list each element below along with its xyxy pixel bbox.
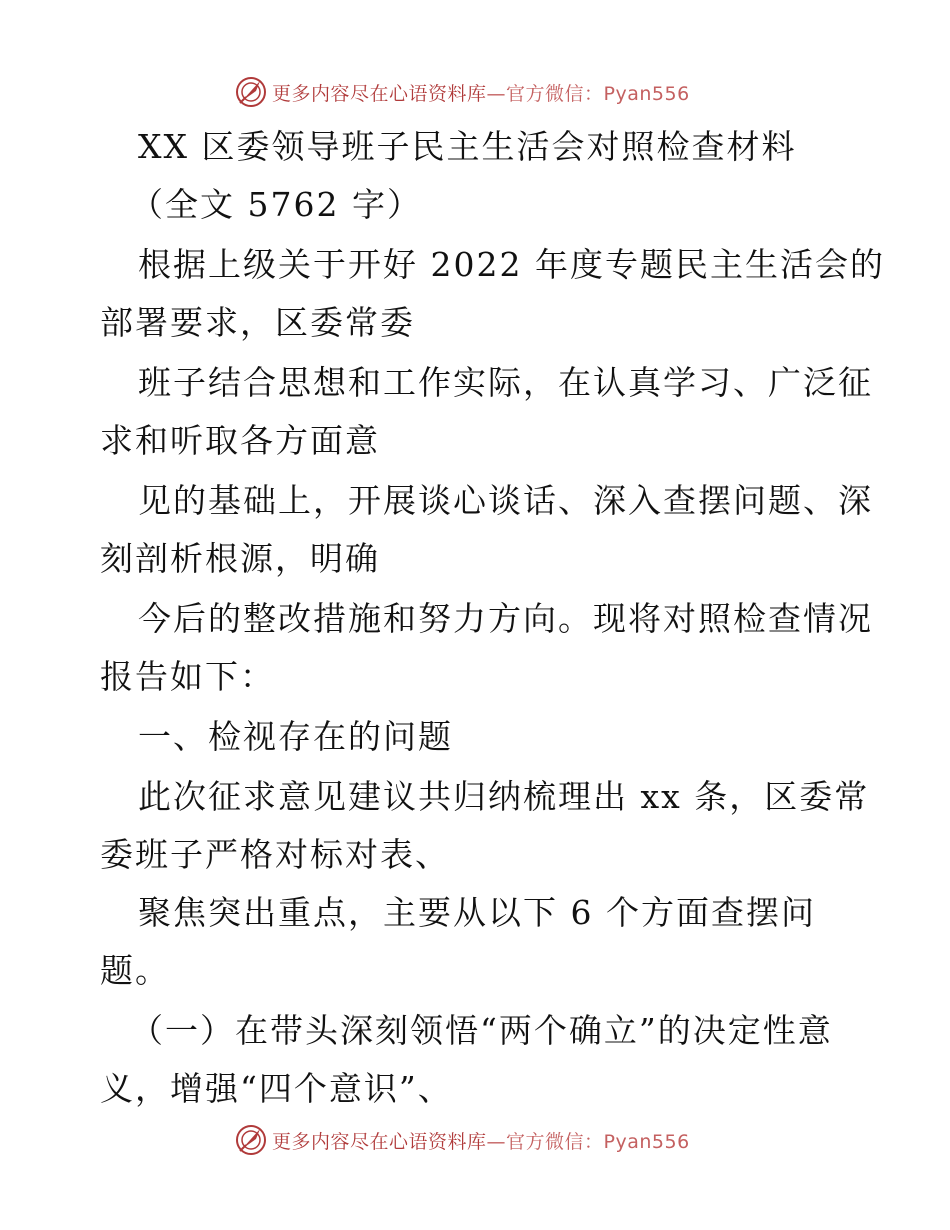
paragraph-line: 见的基础上，开展谈心谈话、深入查摆问题、深 [138, 481, 873, 520]
watermark-footer [234, 1120, 690, 1160]
watermark-tail: —官方微信：Pyan556 [486, 82, 690, 105]
watermark-main: 更多内容尽在心语资料库 [272, 1130, 487, 1153]
paragraph-line: 题。 [100, 951, 170, 990]
paragraph-line: 义，增强“四个意识”、 [100, 1069, 453, 1108]
paragraph-line: 求和听取各方面意 [100, 421, 380, 460]
quill-logo-icon [234, 75, 268, 109]
paragraph-line: 聚焦突出重点，主要从以下 6 个方面查摆问 [138, 893, 816, 932]
word-count-note: （全文 5762 字） [130, 185, 422, 224]
paragraph-line: 刻剖析根源，明确 [100, 539, 380, 578]
watermark-text [272, 79, 690, 106]
subsection-heading: （一）在带头深刻领悟“两个确立”的决定性意 [130, 1011, 833, 1050]
document-title: XX 区委领导班子民主生活会对照检查材料 [138, 127, 797, 166]
paragraph-line: 班子结合思想和工作实际，在认真学习、广泛征 [138, 363, 873, 402]
watermark-tail: —官方微信：Pyan556 [486, 1130, 690, 1153]
paragraph-line: 部署要求，区委常委 [100, 303, 415, 342]
paragraph-line: 今后的整改措施和努力方向。现将对照检查情况 [138, 599, 873, 638]
paragraph-line: 根据上级关于开好 2022 年度专题民主生活会的 [138, 245, 885, 284]
quill-logo-icon [234, 1123, 268, 1157]
watermark-header [234, 72, 690, 112]
paragraph-line: 报告如下： [100, 657, 275, 696]
watermark-main: 更多内容尽在心语资料库 [272, 82, 487, 105]
paragraph-line: 委班子严格对标对表、 [100, 835, 450, 874]
paragraph-line: 此次征求意见建议共归纳梳理出 xx 条，区委常 [138, 777, 870, 816]
watermark-text [272, 1127, 690, 1154]
section-heading: 一、检视存在的问题 [138, 717, 453, 756]
